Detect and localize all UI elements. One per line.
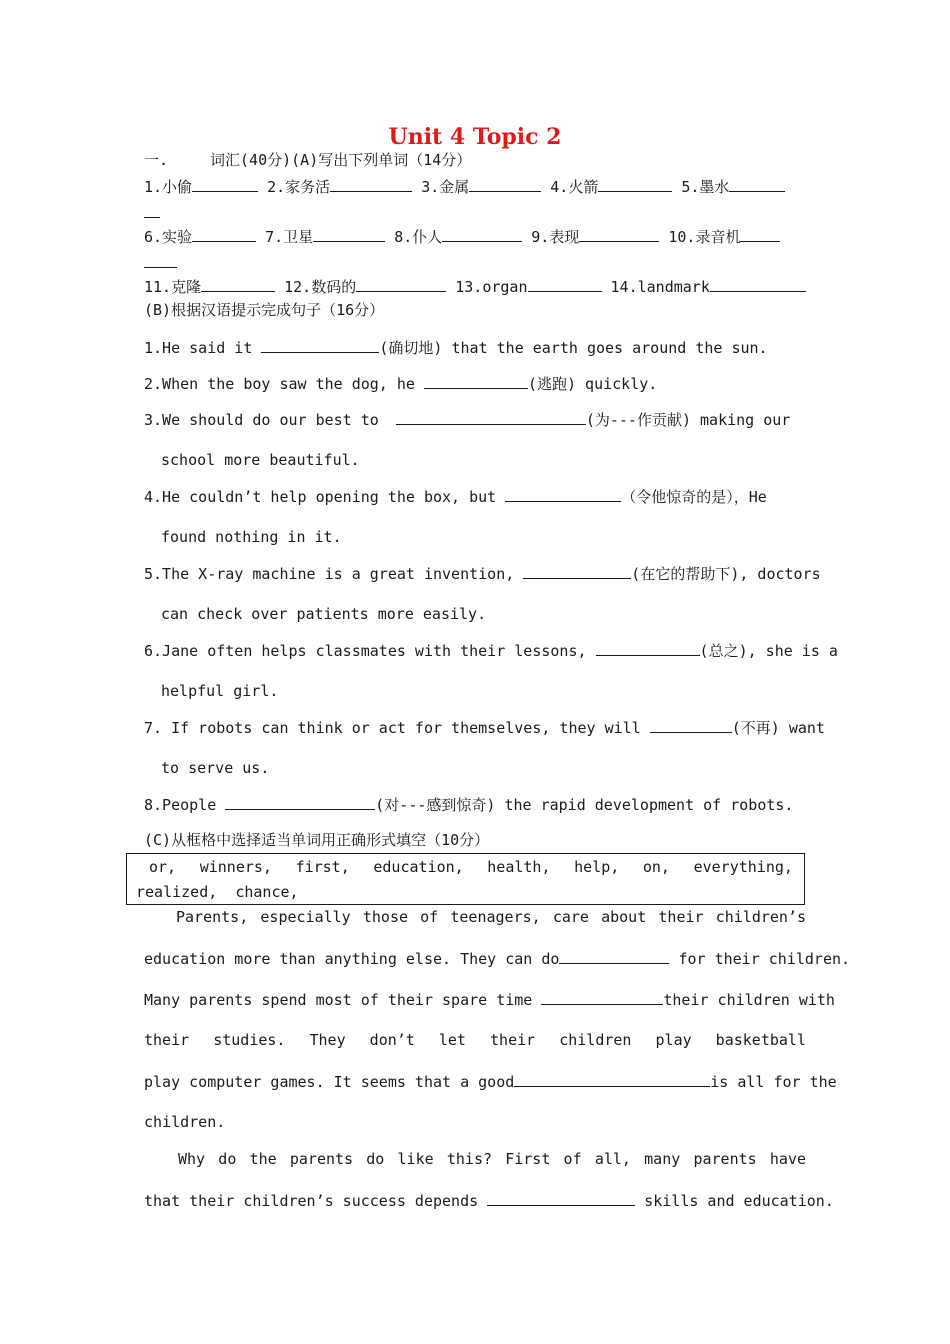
chinese-hint: (为---作贡献) <box>585 411 691 429</box>
word-bank-box <box>126 853 805 905</box>
chinese-hint: （令他惊奇的是）， <box>621 488 749 506</box>
sentence-text: 5.The X-ray machine is a great invention, <box>144 565 524 583</box>
passage-line <box>144 949 851 968</box>
answer-blank[interactable] <box>596 641 700 656</box>
sentence-text: 3.We should do our best to <box>144 411 388 429</box>
word-bank-word: help, <box>574 858 620 876</box>
vocab-item: 9.表现 <box>531 228 580 246</box>
answer-blank[interactable] <box>729 177 785 192</box>
sentence-text: want <box>779 719 825 737</box>
answer-blank[interactable] <box>710 277 806 292</box>
passage-line: Parents, especially those of teenagers, care about their children’s <box>176 908 806 926</box>
answer-blank[interactable] <box>505 487 621 502</box>
passage-text: play computer games. It seems that a good <box>144 1073 515 1091</box>
chinese-hint: (不再) <box>731 719 780 737</box>
sentence-5-continued: can check over patients more easily. <box>161 605 487 623</box>
sentence-text: 7. If robots can think or act for themselves, they will <box>144 719 650 737</box>
passage-line <box>144 990 835 1009</box>
sentence-text: she is a <box>756 642 838 660</box>
answer-blank[interactable] <box>528 277 602 292</box>
sentence-4-continued: found nothing in it. <box>161 528 342 546</box>
sentence-text: the rapid development of robots. <box>495 796 794 814</box>
answer-blank[interactable] <box>192 177 258 192</box>
passage-text: skills and education. <box>635 1192 834 1210</box>
answer-blank[interactable] <box>396 410 586 425</box>
answer-blank[interactable] <box>514 1072 710 1087</box>
answer-blank[interactable] <box>650 718 732 733</box>
sentence-2 <box>144 374 806 393</box>
answer-blank[interactable] <box>192 227 256 242</box>
answer-blank[interactable] <box>261 338 379 353</box>
passage-text: Many parents spend most of their spare time <box>144 991 542 1009</box>
passage-line <box>144 1072 837 1091</box>
passage-text: for their children. <box>669 950 851 968</box>
word-bank-row-2: realized, chance, <box>136 883 299 901</box>
chinese-hint: (对---感到惊奇) <box>375 796 496 814</box>
word-bank-word: health, <box>487 858 551 876</box>
vocab-item: 1.小偷 <box>144 178 193 196</box>
vocab-row-1-wrap <box>144 203 806 222</box>
sentence-text: 2.When the boy saw the dog, he <box>144 375 424 393</box>
vocab-row-2 <box>144 227 806 246</box>
word-bank-word: on, <box>642 858 670 876</box>
answer-blank[interactable] <box>356 277 446 292</box>
answer-blank[interactable] <box>330 177 412 192</box>
vocab-item: 13.organ <box>455 278 528 296</box>
answer-blank[interactable] <box>144 253 177 268</box>
sentence-text: 1.He said it <box>144 339 262 357</box>
answer-blank[interactable] <box>469 177 541 192</box>
vocab-item: 7.卫星 <box>265 228 314 246</box>
section-heading-text: 词汇(40分)(A)写出下列单词（14分） <box>210 151 472 169</box>
answer-blank[interactable] <box>424 374 528 389</box>
sentence-8 <box>144 795 806 814</box>
answer-blank[interactable] <box>541 990 663 1005</box>
word-bank-word: education, <box>373 858 464 876</box>
passage-line: children. <box>144 1113 226 1131</box>
section-c-heading: (C)从框格中选择适当单词用正确形式填空（10分） <box>144 831 490 849</box>
word-bank-word: first, <box>295 858 350 876</box>
word-bank-word: or, <box>149 858 177 876</box>
vocab-row-1 <box>144 177 806 196</box>
sentence-text: 8.People <box>144 796 226 814</box>
chinese-hint: (确切地) <box>379 339 443 357</box>
sentence-1 <box>144 338 806 357</box>
vocab-item: 14.landmark <box>610 278 710 296</box>
sentence-7 <box>144 718 825 737</box>
vocab-item: 5.墨水 <box>681 178 730 196</box>
passage-text: education more than anything else. They can do <box>144 950 560 968</box>
answer-blank[interactable] <box>487 1191 635 1206</box>
chinese-hint: (逃跑) <box>527 375 577 393</box>
chinese-hint: (在它的帮助下), <box>631 565 749 583</box>
answer-blank[interactable] <box>523 564 631 579</box>
vocab-item: 10.录音机 <box>668 228 741 246</box>
answer-blank[interactable] <box>201 277 275 292</box>
sentence-5 <box>144 564 821 583</box>
sentence-text: that the earth goes around the sun. <box>442 339 768 357</box>
section-number: 一. <box>144 151 169 169</box>
sentence-text: He <box>748 488 767 506</box>
vocab-item: 6.实验 <box>144 228 193 246</box>
vocab-item: 12.数码的 <box>284 278 357 296</box>
sentence-4 <box>144 487 806 506</box>
vocab-item: 2.家务活 <box>267 178 331 196</box>
answer-blank[interactable] <box>559 949 669 964</box>
passage-line <box>144 1191 834 1210</box>
word-bank-row-1 <box>149 858 793 876</box>
vocab-item: 11.克隆 <box>144 278 202 296</box>
sentence-6-continued: helpful girl. <box>161 682 279 700</box>
passage-text: that their children’s success depends <box>144 1192 488 1210</box>
answer-blank[interactable] <box>313 227 385 242</box>
word-bank-word: everything, <box>693 858 793 876</box>
section-b-heading: (B)根据汉语提示完成句子（16分） <box>144 301 385 319</box>
sentence-7-continued: to serve us. <box>161 759 270 777</box>
sentence-text: doctors <box>748 565 821 583</box>
sentence-text: 6.Jane often helps classmates with their lessons, <box>144 642 596 660</box>
sentence-3-continued: school more beautiful. <box>161 451 360 469</box>
answer-blank[interactable] <box>579 227 659 242</box>
answer-blank[interactable] <box>442 227 522 242</box>
answer-blank[interactable] <box>740 227 780 242</box>
vocab-item: 3.金属 <box>421 178 470 196</box>
sentence-text: quickly. <box>576 375 658 393</box>
sentence-6 <box>144 641 838 660</box>
passage-text: their children with <box>663 991 835 1009</box>
vocab-row-3 <box>144 277 806 296</box>
section-one-heading <box>144 151 806 169</box>
sentence-text: making our <box>691 411 791 429</box>
passage-text: is all for the <box>710 1073 837 1091</box>
sentence-3 <box>144 410 806 429</box>
page-title: Unit 4 Topic 2 <box>388 124 562 150</box>
vocab-row-2-wrap <box>144 253 806 272</box>
vocab-item: 4.火箭 <box>550 178 599 196</box>
answer-blank[interactable] <box>225 795 375 810</box>
answer-blank[interactable] <box>598 177 672 192</box>
chinese-hint: (总之), <box>699 642 757 660</box>
word-bank-word: winners, <box>199 858 272 876</box>
sentence-text: 4.He couldn’t help opening the box, but <box>144 488 506 506</box>
answer-blank[interactable] <box>144 203 160 218</box>
passage-line: their studies. They don’t let their children play basketball <box>144 1031 806 1049</box>
vocab-item: 8.仆人 <box>394 228 443 246</box>
passage-line: Why do the parents do like this? First of all, many parents have <box>178 1150 806 1168</box>
